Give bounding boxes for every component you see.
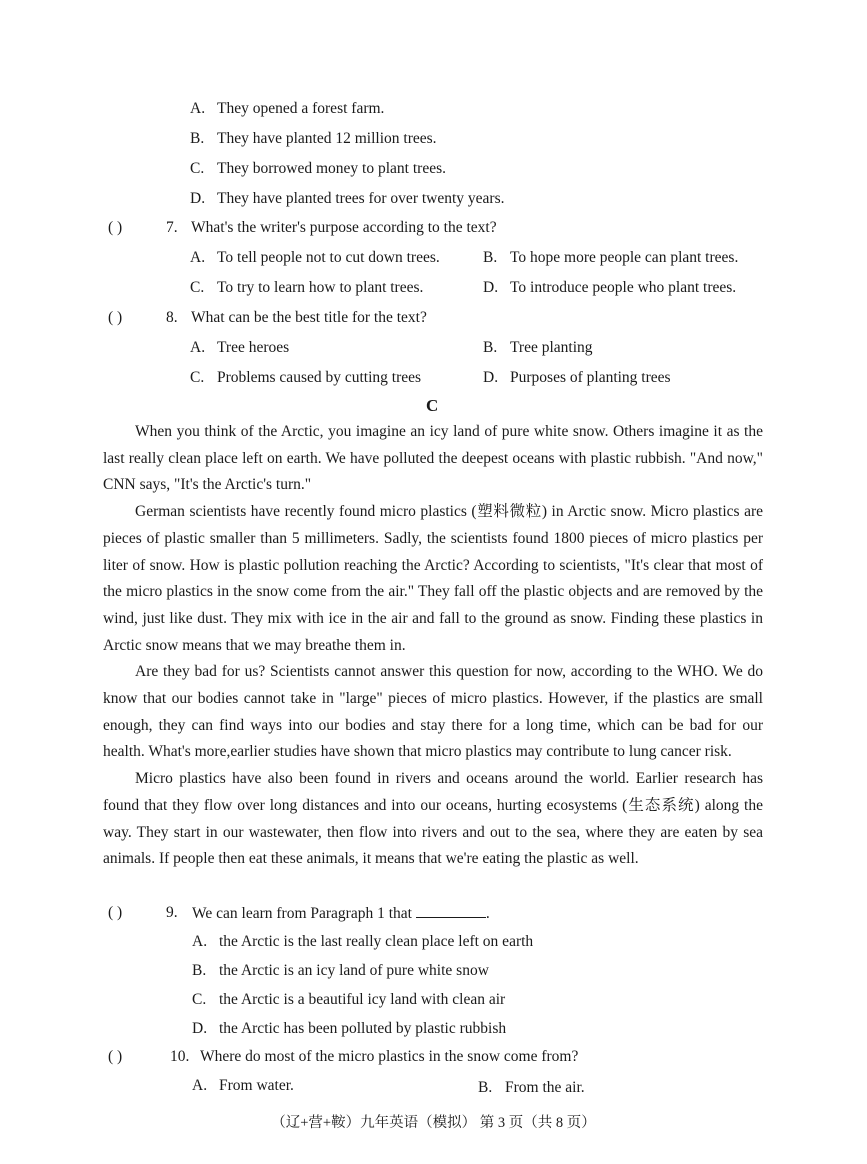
- q8-option-c[interactable]: [190, 368, 421, 388]
- passage-paragraph-2: German scientists have recently found micro plastics (塑料微粒) in Arctic snow. Micro plastics are pieces of plastic smaller than 5 millimeters. Sadly, the scientists found 1800 pieces of micro plastics per liter of snow. How is plastic pollution reaching the Arctic? According to scientists, "It's clear that most of the micro plastics in the snow come from the air." They fall off the plastic objects and are removed by the wind, just like dust. They mix with ice in the air and fall to the ground as snow. Finding these plastics in Arctic snow means that we may breathe them in.: [103, 503, 763, 654]
- q9-option-a[interactable]: [192, 932, 533, 952]
- option-text: They opened a forest farm.: [217, 100, 385, 117]
- q7-stem: What's the writer's purpose according to the text?: [191, 219, 497, 236]
- option-text: They have planted 12 million trees.: [217, 130, 437, 147]
- option-letter: B.: [192, 962, 207, 979]
- option-letter: B.: [190, 130, 205, 147]
- option-letter: A.: [190, 249, 206, 266]
- option-text: To introduce people who plant trees.: [510, 279, 737, 296]
- q7-option-c[interactable]: [190, 278, 423, 298]
- option-text: Tree heroes: [217, 339, 290, 356]
- option-text: the Arctic is a beautiful icy land with clean air: [219, 991, 506, 1008]
- option-letter: C.: [192, 991, 207, 1008]
- option-letter: D.: [483, 369, 499, 386]
- option-letter: D.: [483, 279, 499, 296]
- option-letter: A.: [192, 933, 208, 950]
- q9-option-d[interactable]: [192, 1019, 506, 1039]
- q9-number: 9.: [166, 904, 178, 921]
- q8-option-d[interactable]: [483, 368, 671, 388]
- option-letter: A.: [192, 1077, 208, 1094]
- option-text: From water.: [219, 1077, 294, 1094]
- q8-stem: What can be the best title for the text?: [191, 309, 427, 326]
- passage-paragraph-1: When you think of the Arctic, you imagine an icy land of pure white snow. Others imagine it as the last really clean place left on earth. We have polluted the deepest oceans with plastic rubbish. "And now," CNN says, "It's the Arctic's turn.": [103, 423, 763, 494]
- option-letter: B.: [478, 1079, 493, 1096]
- option-text: To hope more people can plant trees.: [510, 249, 739, 266]
- option-letter: D.: [190, 190, 206, 207]
- q9-stem: [192, 903, 490, 924]
- q10-option-a[interactable]: [192, 1076, 294, 1096]
- q7-option-b[interactable]: [483, 248, 738, 268]
- option-text: To try to learn how to plant trees.: [217, 279, 424, 296]
- section-heading: C: [426, 396, 439, 415]
- option-text: From the air.: [505, 1079, 585, 1096]
- q9-option-b[interactable]: [192, 961, 489, 981]
- option-text: Problems caused by cutting trees: [217, 369, 422, 386]
- q7-option-a[interactable]: [190, 248, 440, 268]
- q10-stem: Where do most of the micro plastics in the snow come from?: [200, 1048, 579, 1065]
- option-letter: B.: [483, 249, 498, 266]
- option-text: To tell people not to cut down trees.: [217, 249, 440, 266]
- q8-option-b[interactable]: [483, 338, 593, 358]
- q10-option-b[interactable]: [478, 1078, 585, 1098]
- option-text: Purposes of planting trees: [510, 369, 671, 386]
- q10-answer-blank[interactable]: ( ): [108, 1048, 123, 1065]
- q7-number: 7.: [166, 219, 178, 236]
- q9-option-c[interactable]: [192, 990, 505, 1010]
- option-text: the Arctic has been polluted by plastic rubbish: [219, 1020, 507, 1037]
- option-letter: A.: [190, 339, 206, 356]
- q9-answer-blank[interactable]: ( ): [108, 904, 123, 921]
- option-text: the Arctic is an icy land of pure white snow: [219, 962, 489, 979]
- q6-option-d[interactable]: [190, 189, 505, 209]
- q7-answer-blank[interactable]: ( ): [108, 219, 123, 236]
- q10-number: 10.: [170, 1048, 190, 1065]
- q6-option-a[interactable]: [190, 99, 384, 119]
- q6-option-b[interactable]: [190, 129, 437, 149]
- option-letter: C.: [190, 279, 205, 296]
- option-text: the Arctic is the last really clean place left on earth: [219, 933, 534, 950]
- option-text: Tree planting: [510, 339, 593, 356]
- page-footer: （辽+营+鞍）九年英语（模拟） 第 3 页（共 8 页）: [271, 1115, 596, 1131]
- q8-answer-blank[interactable]: ( ): [108, 309, 123, 326]
- option-letter: C.: [190, 369, 205, 386]
- passage-paragraph-4: Micro plastics have also been found in rivers and oceans around the world. Earlier research has found that they flow over long distances and into our oceans, hurting ecosystems (生态系统) along the way. They start in our wastewater, then flow into rivers and out to the sea, where they are eaten by sea animals. If people then eat these animals, it means that we're eating the plastic as well.: [103, 770, 763, 868]
- q6-option-c[interactable]: [190, 159, 446, 179]
- option-text: They have planted trees for over twenty years.: [217, 190, 505, 207]
- q9-stem-end: .: [485, 905, 490, 922]
- q8-number: 8.: [166, 309, 178, 326]
- passage-paragraph-3: Are they bad for us? Scientists cannot answer this question for now, according to the WHO. We do know that our bodies cannot take in "large" pieces of micro plastics. However, if the plastics are small enough, they can find ways into our bodies and stay there for a long time, which can be bad for our health. What's more,earlier studies have shown that micro plastics may contribute to lung cancer risk.: [103, 663, 763, 761]
- fill-in-blank[interactable]: [416, 903, 486, 918]
- option-letter: A.: [190, 100, 206, 117]
- option-letter: B.: [483, 339, 498, 356]
- option-letter: C.: [190, 160, 205, 177]
- reading-passage: [103, 419, 763, 873]
- q7-option-d[interactable]: [483, 278, 736, 298]
- option-letter: D.: [192, 1020, 208, 1037]
- q9-stem-text: We can learn from Paragraph 1 that: [192, 905, 412, 922]
- option-text: They borrowed money to plant trees.: [217, 160, 446, 177]
- q8-option-a[interactable]: [190, 338, 289, 358]
